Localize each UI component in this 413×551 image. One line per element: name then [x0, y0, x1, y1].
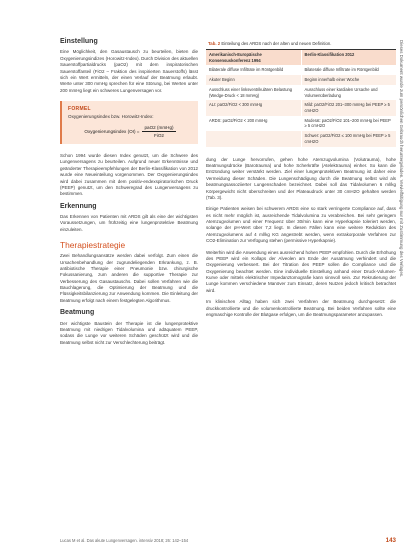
table-caption-prefix: Tab. 2 [208, 41, 221, 46]
copyright-side-note: Dieses Dokument wurde zum persönlichen Gebrauch heruntergeladen. Vervielfältigung nur mit Zustimmung des Verlages. [399, 40, 404, 278]
section-beatmung [60, 309, 198, 346]
table-cell: Ausschluss einer linksventrikulären Belastung (Wedge-Druck < 18 mmHg) [206, 85, 301, 100]
formula-lhs: Oxygenierungsindex (OI) = [84, 129, 140, 135]
table-cell: Ausschluss einer kardialen Ursache und Volumenüberladung [301, 85, 396, 100]
table-row [206, 131, 396, 146]
section-heading: Einstellung [60, 38, 98, 45]
formula-expression [68, 125, 192, 138]
table-cell [206, 131, 301, 146]
table-cell: Schwer: paO2/FiO2 ≤ 100 mmHg bei PEEP ≥ 5 cmH2O [301, 131, 396, 146]
section-heading: Erkennung [60, 202, 97, 210]
right-column [206, 38, 396, 323]
table-header-row [206, 50, 396, 65]
body-paragraph: Eine Möglichkeit, den Gasaustausch zu beurteilen, bieten die Oxygenierungsindizes (Horowitz-Index). Durch Division des aktuellen Sauerstoffpartialdrucks (paO2) mit dem inspiratorischen Sauerstoffanteil (FiO2 – Fraktion des inspirierten Sauerstoffs) lässt sich ein Wert ermitteln, der einen Verlauf der Beatmung erlaubt. Werte unter 300 mmHg sprechen für eine Störung, bei Werten unter 200 mmHg liegt ein schweres Lungenversagen vor. [60, 49, 198, 93]
table-row [206, 75, 396, 85]
table-cell: Bilaterale diffuse Infiltrate im Röntgenbild [206, 65, 301, 75]
table-header-cell: Amerikanisch-Europäische Konsensuskonferenz 1994 [206, 50, 301, 65]
table-cell: Mild: paO2/FiO2 201–300 mmHg bei PEEP ≥ 5 cmH2O [301, 100, 396, 115]
ards-classification-table [206, 38, 396, 147]
page-number: 143 [385, 537, 396, 544]
table-row [206, 116, 396, 131]
body-paragraph: Das Erkennen von Patienten mit ARDS gilt als eine der wichtigsten Voraussetzungen, um frühzeitig eine lungenprotektive Beatmung einzuleiten. [60, 214, 198, 232]
table-caption-text: Einteilung des ARDS nach der alten und neuen Definition. [221, 41, 332, 46]
citation-text: Lucas M et al. Das akute Lungenversagen. intensiv 2018; 26: 142–154 [60, 538, 189, 543]
table-cell: ALI: paO2/FiO2 < 300 mmHg [206, 100, 301, 115]
body-paragraph: Im klinischen Alltag haben sich zwei Verfahren der Beatmung durchgesetzt: die druckkontrollierte und die volumenkontrollierte Beatmung. Bei beiden Verfahren sollte eine engmaschige Kontrolle der Blutgase erfolgen, um die Beatmungsparameter anzupassen. [206, 299, 396, 317]
section-einstellung [60, 38, 198, 94]
table-cell: ARDS: paO2/FiO2 < 200 mmHg [206, 116, 301, 131]
body-paragraph: dung der Lunge hervorrufen, gehen hohe Atemzugvolumina (Volutrauma), hohe Beatmungsdrücke (Barotrauma) und hohe Scherkräfte (Atelektrauma) einher. So kann die Entzündung weiter verstärkt werden. Ziel einer lungenprotektiven Beatmung ist daher eine Vermeidung dieser Schäden. Die Lungenschädigung durch die Beatmung selbst wird als beatmungsassoziierter Lungenschaden bezeichnet. Dabei soll das Tidalvolumen 6 ml/kg Körpergewicht nicht überschreiten und der Plateaudruck unter 30 cmH2O gehalten werden (Tab. 3). [206, 156, 396, 200]
left-column [60, 38, 198, 353]
section-erkennung [60, 203, 198, 234]
formula-box [60, 101, 198, 144]
chapter-heading-therapiestrategie: Therapiestrategie [60, 240, 126, 251]
table-header-cell: Berlin-Klassifikation 2012 [301, 50, 396, 65]
table-row [206, 65, 396, 75]
table-cell: Bilaterale diffuse Infiltrate im Röntgenbild [301, 65, 396, 75]
page-footer [60, 537, 396, 544]
table-cell: Moderat: paO2/FiO2 101–200 mmHg bei PEEP ≥ 5 cmH2O [301, 116, 396, 131]
body-paragraph: Weiterhin wird die Anwendung eines ausreichend hohen PEEP empfohlen. Durch die Erhöhung des PEEP wird ein Kollaps der Alveolen am Ende der Ausatmung verhindert und die Oxygenierung verbessert. Bei der Titration des PEEP sollen die Compliance und die Oxygenierung beachtet werden. Eine individuelle Einstellung anhand einer Druck-Volumen-Kurve oder mittels elektrischer Impedanztomografie kann sinnvoll sein. Zur Rekrutierung der Lunge kommen verschiedene Manöver zum Einsatz, deren Nutzen jedoch kritisch betrachtet wird. [206, 249, 396, 293]
formula-label: FORMEL [68, 106, 91, 113]
body-paragraph: Schon 1994 wurde diesen Index genutzt, um die Schwere des Lungenversagens zu beurteilen. Aufgrund neuer Erkenntnisse und geänderter Therapieempfehlungen der Berlin-Klassifikation von 2012 wurde eine Neueinteilung vorgenommen. Der Oxygenierungsindex wird dabei zusammen mit dem positiv-endexspiratorischen Druck (PEEP) genutzt, um den Schweregrad des Lungenversagens zu bestimmen. [60, 153, 198, 197]
formula-denominator: FiO2 [154, 133, 164, 139]
section-heading: Beatmung [60, 309, 95, 317]
body-paragraph: Der wichtigste Baustein der Therapie ist die lungenprotektive Beatmung mit niedrigen Tidalvolumina und adäquatem PEEP, sodass die Lunge vor weiteren Schäden geschützt wird und die Beatmung selbst nicht zur Verschlechterung beiträgt. [60, 320, 198, 345]
table-caption [206, 38, 396, 50]
table [206, 50, 396, 147]
formula-subtitle: Oxygenierungsindex bzw. Horowitz-Index: [68, 114, 154, 120]
table-row [206, 100, 396, 115]
table-cell: Beginn innerhalb einer Woche [301, 75, 396, 85]
formula-fraction [142, 125, 175, 138]
table-row [206, 85, 396, 100]
body-paragraph: Einige Patienten weisen bei schwerem ARDS eine so stark verringerte Compliance auf, dass es nicht mehr möglich ist, ausreichende Tidalvolumina zu verabreichen. Bei sehr geringem Atemzugvolumen und einer Frequenz über 30/min kann eine Hyperkapnie toleriert werden, solange der pH-Wert über 7,2 liegt. In diesen Fällen kann eine weitere Reduktion des Atemzugvolumens auf 4 ml/kg KG angestrebt werden, wenn extrakorporale Verfahren zur CO2-Elimination zur Verfügung stehen (permissive Hyperkapnie). [206, 206, 396, 244]
table-cell: Akuter Beginn [206, 75, 301, 85]
formula-numerator: paO2 (mmHg) [144, 125, 174, 131]
body-paragraph: Zwei Behandlungsansätze werden dabei verfolgt. Zum einen die Ursachenbehandlung der zugrundeliegenden Erkrankung, z. B. antibiotische Therapie einer Pneumonie bzw. chirurgische Fokussanierung, zum anderen die supportive Therapie zur Verbesserung des Gasaustauschs. Dabei sollen Verfahren wie die Bauchlagerung, die Optimierung der Beatmung und die Flüssigkeitsbilanzierung zur Anwendung kommen. Die Einleitung der Beatmung erfolgt nach einem festgelegten Algorithmus. [60, 253, 198, 303]
